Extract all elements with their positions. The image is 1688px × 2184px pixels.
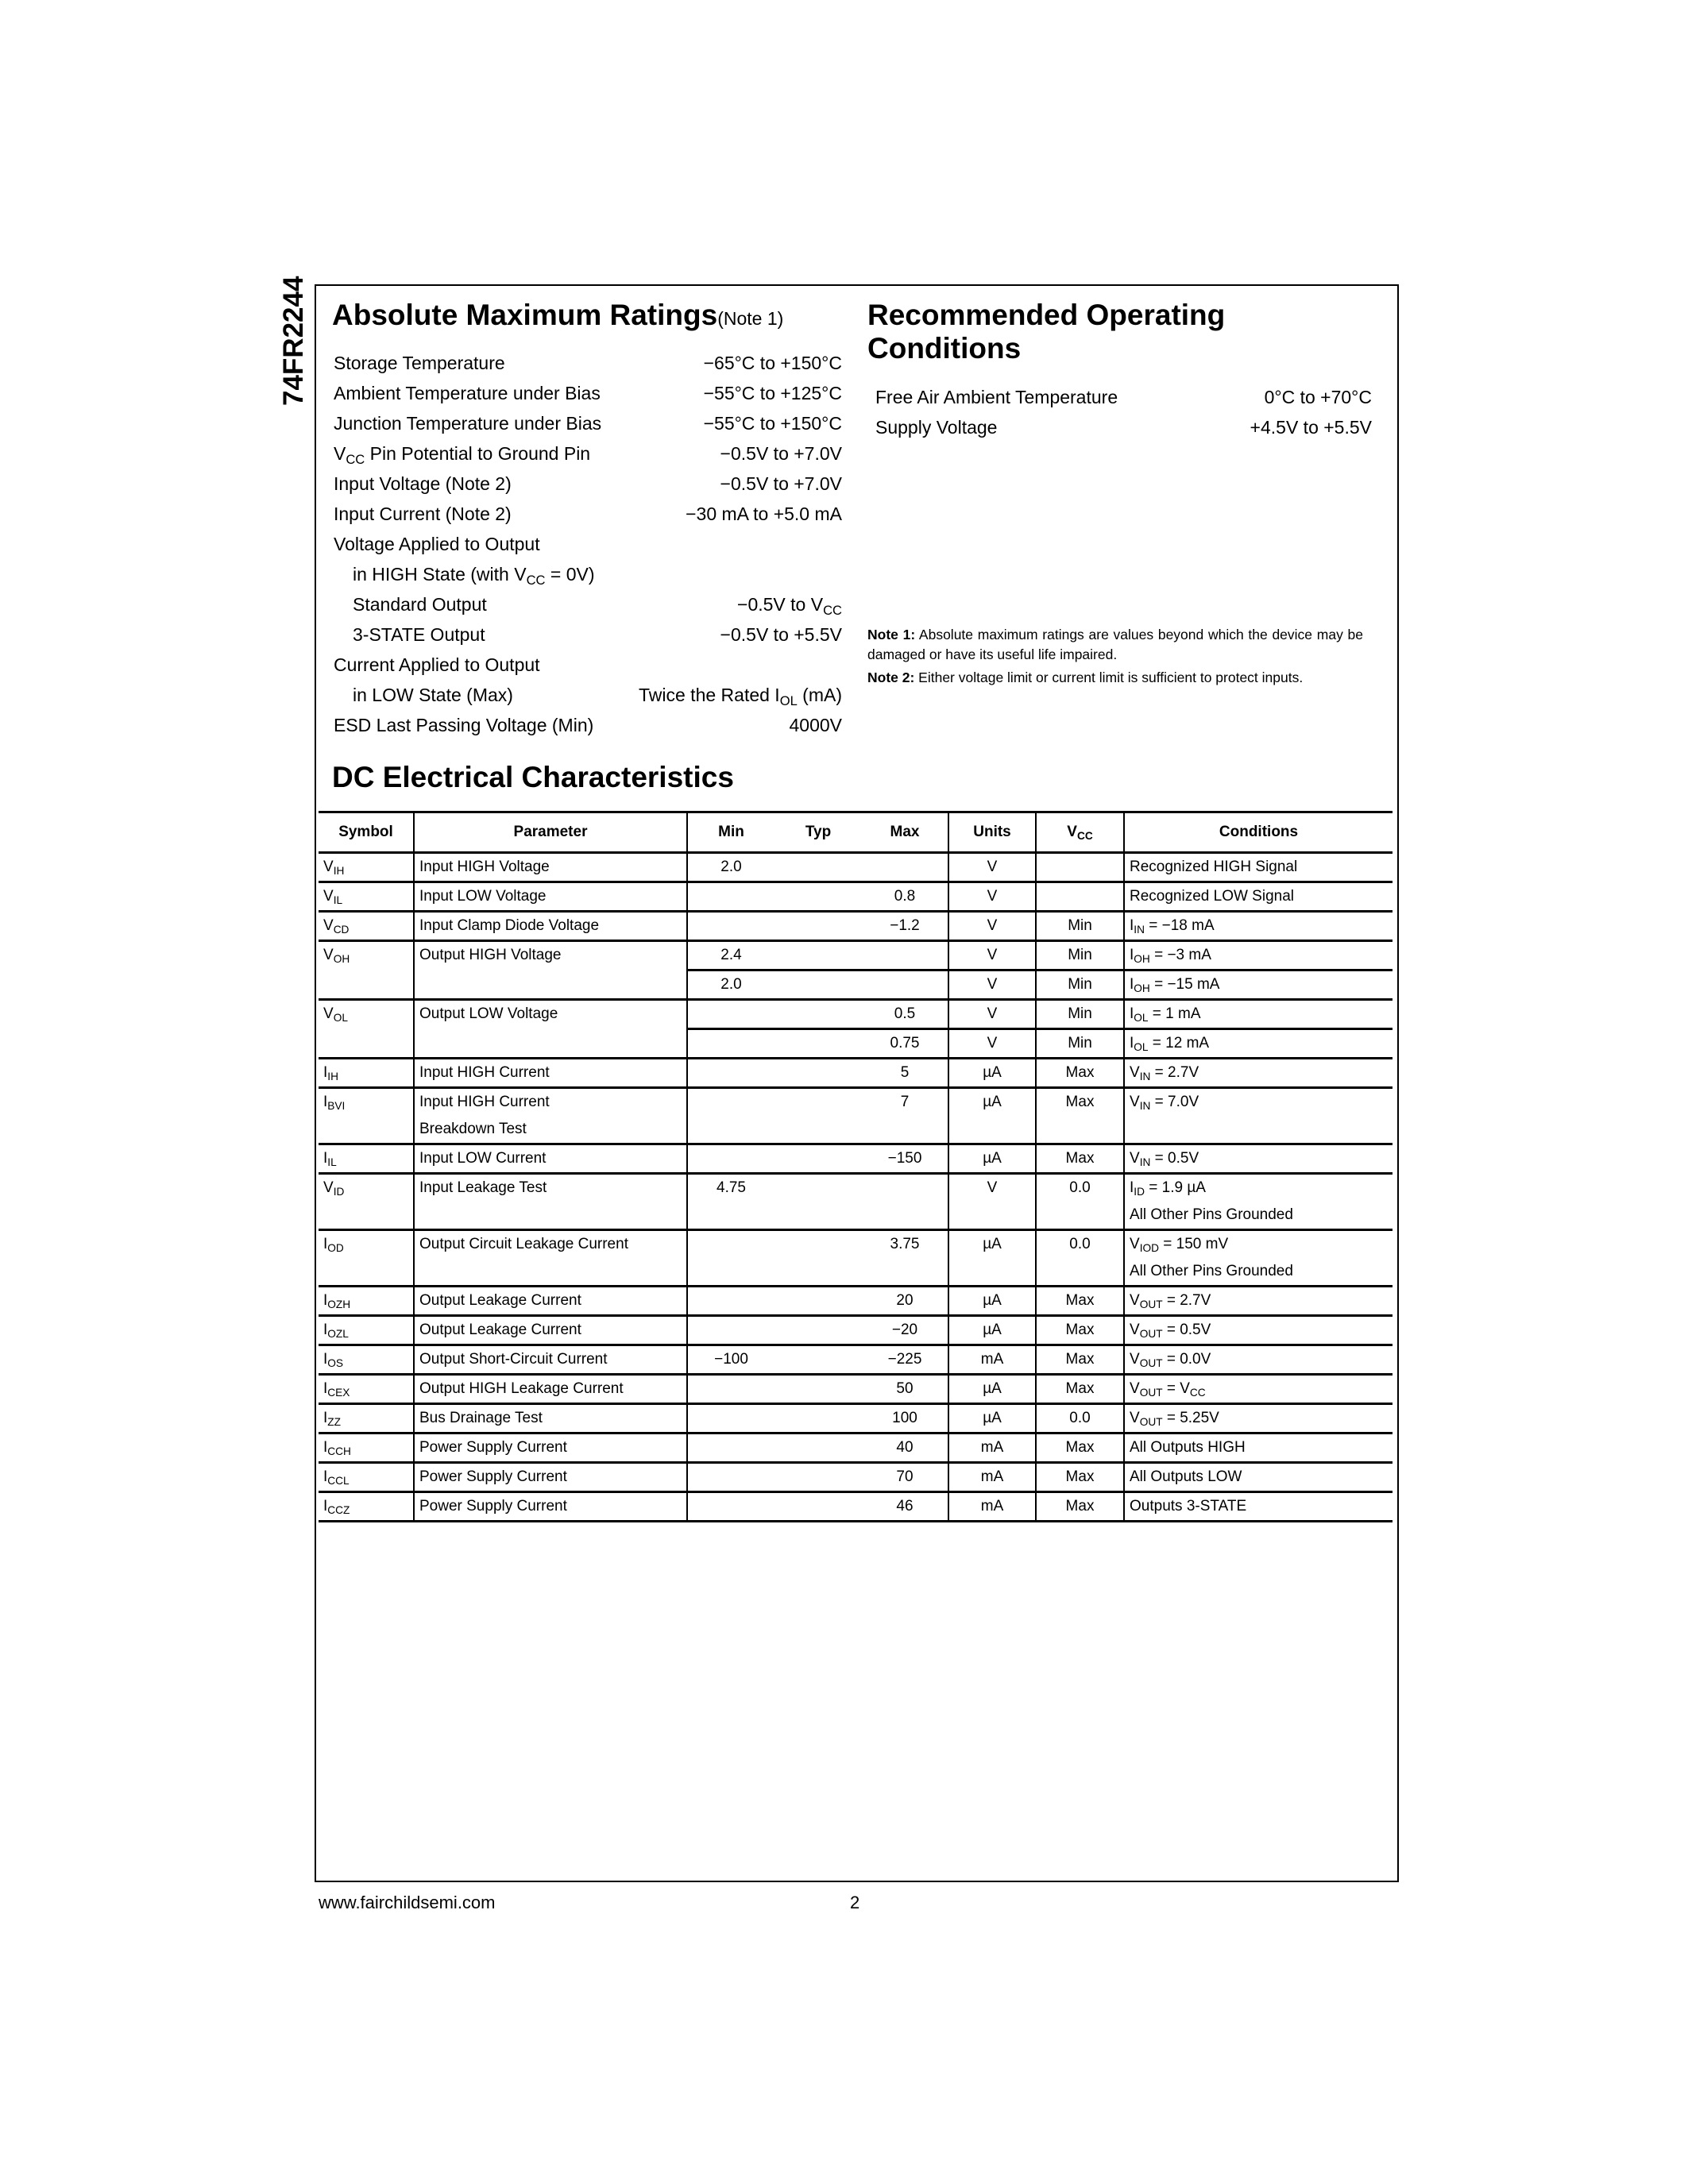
dc-title: DC Electrical Characteristics: [332, 761, 734, 793]
cell-conditions: $V_{IN} = 2.7V$: [1124, 1059, 1393, 1088]
spec-value: −30 mA to +5.0 mA: [686, 504, 842, 524]
cell-symbol: $V_{ID}$: [319, 1174, 414, 1230]
cell-min: [687, 1000, 774, 1029]
spec-row: [334, 469, 842, 499]
cell-parameter: Bus Drainage Test: [414, 1404, 687, 1433]
cell-units: mA: [948, 1463, 1036, 1492]
cell-typ: [774, 853, 862, 882]
cell-parameter: Input HIGH Current Breakdown Test: [414, 1088, 687, 1144]
cell-parameter: Output Leakage Current: [414, 1287, 687, 1316]
cell-min: [687, 1375, 774, 1404]
cell-max: [862, 941, 948, 970]
cell-symbol: $I_{BVI}$: [319, 1088, 414, 1144]
spec-row: [334, 438, 842, 469]
spec-row: [334, 559, 842, 589]
table-row: [319, 1404, 1393, 1433]
spec-value: +4.5V to +5.5V: [1250, 417, 1372, 438]
cell-vcc: Max: [1036, 1433, 1124, 1463]
cell-units: V: [948, 1000, 1036, 1029]
spec-value: −55°C to +150°C: [703, 413, 842, 434]
cell-vcc: 0.0: [1036, 1230, 1124, 1287]
cell-max: 0.8: [862, 882, 948, 912]
cell-symbol: $I_{IL}$: [319, 1144, 414, 1174]
cell-conditions: $I_{OL} = 12$ mA: [1124, 1029, 1393, 1059]
cell-vcc: Min: [1036, 1000, 1124, 1029]
cell-max: −20: [862, 1316, 948, 1345]
cell-typ: [774, 1404, 862, 1433]
cell-conditions: $V_{OUT} = 0.0V$: [1124, 1345, 1393, 1375]
spec-label: ESD Last Passing Voltage (Min): [334, 715, 594, 735]
header-symbol: Symbol: [319, 812, 414, 853]
cell-parameter: Power Supply Current: [414, 1463, 687, 1492]
cell-min: [687, 882, 774, 912]
cell-max: 100: [862, 1404, 948, 1433]
table-row: [319, 1174, 1393, 1230]
cell-symbol: $V_{IL}$: [319, 882, 414, 912]
spec-value: 0°C to +70°C: [1264, 387, 1372, 407]
cell-max: −225: [862, 1345, 948, 1375]
header-conditions: Conditions: [1124, 812, 1393, 853]
cell-max: 20: [862, 1287, 948, 1316]
cell-symbol: $I_{CEX}$: [319, 1375, 414, 1404]
cell-min: [687, 1144, 774, 1174]
spec-value: −65°C to +150°C: [703, 353, 842, 373]
cell-vcc: Max: [1036, 1492, 1124, 1522]
spec-value: Twice the Rated $I_{OL}$ (mA): [639, 685, 842, 708]
table-row: [319, 941, 1393, 970]
cell-units: V: [948, 853, 1036, 882]
spec-label: Junction Temperature under Bias: [334, 413, 602, 434]
cell-conditions: $V_{OUT} = 5.25V$: [1124, 1404, 1393, 1433]
table-row: [319, 1088, 1393, 1144]
cell-typ: [774, 1144, 862, 1174]
cell-max: [862, 1174, 948, 1230]
cell-parameter: Power Supply Current: [414, 1433, 687, 1463]
cell-typ: [774, 970, 862, 1000]
cell-vcc: 0.0: [1036, 1174, 1124, 1230]
cell-symbol: $I_{ZZ}$: [319, 1404, 414, 1433]
abs-max-note-ref: (Note 1): [717, 308, 784, 329]
note-2: Note 2: Either voltage limit or current limit is sufficient to protect inputs.: [867, 669, 1304, 685]
cell-vcc: Max: [1036, 1088, 1124, 1144]
cell-vcc: Max: [1036, 1316, 1124, 1345]
cell-parameter: Input Clamp Diode Voltage: [414, 912, 687, 941]
spec-label: Supply Voltage: [875, 417, 998, 438]
cell-parameter: Input HIGH Current: [414, 1059, 687, 1088]
cell-conditions: All Outputs HIGH: [1124, 1433, 1393, 1463]
cell-min: −100: [687, 1345, 774, 1375]
cell-conditions: Recognized LOW Signal: [1124, 882, 1393, 912]
cell-parameter: Output Leakage Current: [414, 1316, 687, 1345]
cell-conditions: $V_{IN} = 0.5V$: [1124, 1144, 1393, 1174]
cell-units: mA: [948, 1345, 1036, 1375]
cell-max: 70: [862, 1463, 948, 1492]
cell-symbol: $I_{OZL}$: [319, 1316, 414, 1345]
header-min: Min: [687, 812, 774, 853]
cell-vcc: Max: [1036, 1059, 1124, 1088]
cell-typ: [774, 1345, 862, 1375]
cell-conditions: $I_{OH} = -3$ mA: [1124, 941, 1393, 970]
cell-typ: [774, 1287, 862, 1316]
cell-max: 7: [862, 1088, 948, 1144]
abs-max-title: Absolute Maximum Ratings: [332, 299, 718, 331]
cell-units: V: [948, 882, 1036, 912]
cell-parameter: Output LOW Voltage: [414, 1000, 687, 1059]
cell-max: 50: [862, 1375, 948, 1404]
cell-min: [687, 1088, 774, 1144]
rec-op-heading: [867, 299, 1225, 365]
notes: [867, 625, 1363, 691]
cell-vcc: Max: [1036, 1287, 1124, 1316]
cell-typ: [774, 1088, 862, 1144]
spec-row: [334, 378, 842, 408]
cell-units: µA: [948, 1316, 1036, 1345]
spec-value: −0.5V to +5.5V: [720, 624, 842, 645]
cell-units: µA: [948, 1404, 1036, 1433]
cell-symbol: $I_{OD}$: [319, 1230, 414, 1287]
spec-label: in HIGH State (with $V_{CC} = 0V$): [353, 564, 595, 588]
spec-label: in LOW State (Max): [353, 685, 513, 705]
dc-heading: [332, 761, 734, 794]
cell-max: 3.75: [862, 1230, 948, 1287]
cell-max: [862, 970, 948, 1000]
cell-units: V: [948, 912, 1036, 941]
cell-symbol: $V_{OH}$: [319, 941, 414, 1000]
spec-value: −0.5V to +7.0V: [720, 473, 842, 494]
spec-row: [875, 382, 1372, 412]
note-1: Note 1: Absolute maximum ratings are values beyond which the device may be damaged or have its useful life impaired.: [867, 627, 1363, 662]
cell-max: 40: [862, 1433, 948, 1463]
cell-vcc: [1036, 882, 1124, 912]
table-row: [319, 1463, 1393, 1492]
cell-typ: [774, 882, 862, 912]
cell-typ: [774, 912, 862, 941]
table-row: [319, 912, 1393, 941]
spec-row: [334, 499, 842, 529]
spec-label: Input Voltage (Note 2): [334, 473, 512, 494]
header-units: Units: [948, 812, 1036, 853]
cell-min: [687, 1463, 774, 1492]
cell-min: 2.0: [687, 970, 774, 1000]
cell-units: mA: [948, 1433, 1036, 1463]
spec-label: Current Applied to Output: [334, 654, 540, 675]
cell-typ: [774, 1174, 862, 1230]
cell-typ: [774, 1492, 862, 1522]
cell-min: [687, 1433, 774, 1463]
cell-parameter: Input HIGH Voltage: [414, 853, 687, 882]
cell-max: [862, 853, 948, 882]
cell-parameter: Output HIGH Voltage: [414, 941, 687, 1000]
rec-op-title-line1: Recommended Operating: [867, 299, 1226, 331]
cell-vcc: Min: [1036, 970, 1124, 1000]
cell-units: mA: [948, 1492, 1036, 1522]
cell-typ: [774, 1059, 862, 1088]
table-row: [319, 882, 1393, 912]
table-row: [319, 1287, 1393, 1316]
cell-max: −150: [862, 1144, 948, 1174]
table-header-row: [319, 812, 1393, 853]
cell-conditions: $I_{OH} = -15$ mA: [1124, 970, 1393, 1000]
cell-vcc: Min: [1036, 941, 1124, 970]
cell-symbol: $I_{OS}$: [319, 1345, 414, 1375]
cell-conditions: $V_{IOD} = 150$ mV All Other Pins Grounded: [1124, 1230, 1393, 1287]
header-typ: Typ: [774, 812, 862, 853]
cell-conditions: $I_{ID} = 1.9$ µA All Other Pins Grounded: [1124, 1174, 1393, 1230]
cell-min: [687, 1287, 774, 1316]
cell-min: [687, 1029, 774, 1059]
table-row: [319, 853, 1393, 882]
spec-label: Ambient Temperature under Bias: [334, 383, 601, 403]
cell-max: 0.75: [862, 1029, 948, 1059]
cell-conditions: $I_{IN} = -18$ mA: [1124, 912, 1393, 941]
cell-typ: [774, 1000, 862, 1029]
table-row: [319, 1375, 1393, 1404]
header-max: Max: [862, 812, 948, 853]
spec-value: −0.5V to +7.0V: [720, 443, 842, 464]
cell-typ: [774, 941, 862, 970]
cell-units: µA: [948, 1059, 1036, 1088]
spec-label: Standard Output: [353, 594, 487, 615]
cell-vcc: Min: [1036, 1029, 1124, 1059]
cell-parameter: Output HIGH Leakage Current: [414, 1375, 687, 1404]
cell-max: 0.5: [862, 1000, 948, 1029]
spec-row: [334, 589, 842, 619]
header-parameter: Parameter: [414, 812, 687, 853]
cell-min: [687, 1404, 774, 1433]
cell-vcc: 0.0: [1036, 1404, 1124, 1433]
header-vcc: $V_{CC}$: [1036, 812, 1124, 853]
table-row: [319, 1433, 1393, 1463]
cell-parameter: Input LOW Current: [414, 1144, 687, 1174]
cell-min: [687, 1492, 774, 1522]
cell-units: µA: [948, 1230, 1036, 1287]
cell-conditions: $I_{OL} = 1$ mA: [1124, 1000, 1393, 1029]
cell-units: µA: [948, 1088, 1036, 1144]
rec-op-title-line2: Conditions: [867, 332, 1022, 365]
spec-label: 3-STATE Output: [353, 624, 485, 645]
cell-vcc: Min: [1036, 912, 1124, 941]
spec-row: [875, 412, 1372, 442]
cell-conditions: $V_{OUT} = 2.7V$: [1124, 1287, 1393, 1316]
table-row: [319, 1000, 1393, 1029]
cell-symbol: $I_{OZH}$: [319, 1287, 414, 1316]
cell-units: µA: [948, 1375, 1036, 1404]
cell-min: 4.75: [687, 1174, 774, 1230]
cell-symbol: $V_{IH}$: [319, 853, 414, 882]
spec-label: Storage Temperature: [334, 353, 505, 373]
page-number: 2: [850, 1893, 860, 1912]
cell-symbol: $I_{CCZ}$: [319, 1492, 414, 1522]
footer-url: www.fairchildsemi.com: [319, 1893, 496, 1912]
spec-row: [334, 529, 842, 559]
cell-symbol: $I_{CCL}$: [319, 1463, 414, 1492]
cell-symbol: $V_{CD}$: [319, 912, 414, 941]
cell-units: V: [948, 941, 1036, 970]
abs-max-heading: [332, 299, 783, 335]
cell-min: [687, 1316, 774, 1345]
cell-conditions: Recognized HIGH Signal: [1124, 853, 1393, 882]
cell-parameter: Output Short-Circuit Current: [414, 1345, 687, 1375]
cell-parameter: Input Leakage Test: [414, 1174, 687, 1230]
spec-value: −55°C to +125°C: [703, 383, 842, 403]
spec-row: [334, 348, 842, 378]
table-row: [319, 1230, 1393, 1287]
spec-label: $V_{CC}$ Pin Potential to Ground Pin: [334, 443, 591, 467]
cell-symbol: $I_{IH}$: [319, 1059, 414, 1088]
cell-typ: [774, 1433, 862, 1463]
cell-units: µA: [948, 1144, 1036, 1174]
cell-min: 2.4: [687, 941, 774, 970]
cell-symbol: $V_{OL}$: [319, 1000, 414, 1059]
table-row: [319, 1144, 1393, 1174]
cell-vcc: Max: [1036, 1375, 1124, 1404]
cell-min: [687, 1230, 774, 1287]
spec-label: Voltage Applied to Output: [334, 534, 540, 554]
cell-min: [687, 912, 774, 941]
cell-typ: [774, 1029, 862, 1059]
cell-symbol: $I_{CCH}$: [319, 1433, 414, 1463]
cell-conditions: $V_{IN} = 7.0V$: [1124, 1088, 1393, 1144]
dc-characteristics-table: [319, 811, 1393, 1522]
cell-vcc: [1036, 853, 1124, 882]
cell-vcc: Max: [1036, 1345, 1124, 1375]
cell-parameter: Power Supply Current: [414, 1492, 687, 1522]
cell-conditions: All Outputs LOW: [1124, 1463, 1393, 1492]
spec-value: 4000V: [789, 715, 842, 735]
cell-vcc: Max: [1036, 1463, 1124, 1492]
cell-units: µA: [948, 1287, 1036, 1316]
cell-parameter: Output Circuit Leakage Current: [414, 1230, 687, 1287]
table-row: [319, 1492, 1393, 1522]
cell-units: V: [948, 1174, 1036, 1230]
spec-row: [334, 650, 842, 680]
cell-vcc: Max: [1036, 1144, 1124, 1174]
cell-max: 5: [862, 1059, 948, 1088]
cell-units: V: [948, 1029, 1036, 1059]
part-number-side-title: 74FR2244: [278, 276, 309, 406]
cell-typ: [774, 1375, 862, 1404]
cell-typ: [774, 1463, 862, 1492]
cell-parameter: Input LOW Voltage: [414, 882, 687, 912]
spec-label: Free Air Ambient Temperature: [875, 387, 1118, 407]
cell-typ: [774, 1230, 862, 1287]
table-row: [319, 1059, 1393, 1088]
spec-row: [334, 710, 842, 740]
cell-max: 46: [862, 1492, 948, 1522]
table-row: [319, 1345, 1393, 1375]
spec-label: Input Current (Note 2): [334, 504, 512, 524]
cell-conditions: Outputs 3-STATE: [1124, 1492, 1393, 1522]
cell-units: V: [948, 970, 1036, 1000]
cell-min: 2.0: [687, 853, 774, 882]
cell-typ: [774, 1316, 862, 1345]
cell-conditions: $V_{OUT} = V_{CC}$: [1124, 1375, 1393, 1404]
spec-row: [334, 619, 842, 650]
cell-conditions: $V_{OUT} = 0.5V$: [1124, 1316, 1393, 1345]
spec-value: −0.5V to $V_{CC}$: [737, 594, 842, 618]
spec-row: [334, 408, 842, 438]
cell-max: −1.2: [862, 912, 948, 941]
table-row: [319, 1316, 1393, 1345]
cell-min: [687, 1059, 774, 1088]
spec-row: [334, 680, 842, 710]
